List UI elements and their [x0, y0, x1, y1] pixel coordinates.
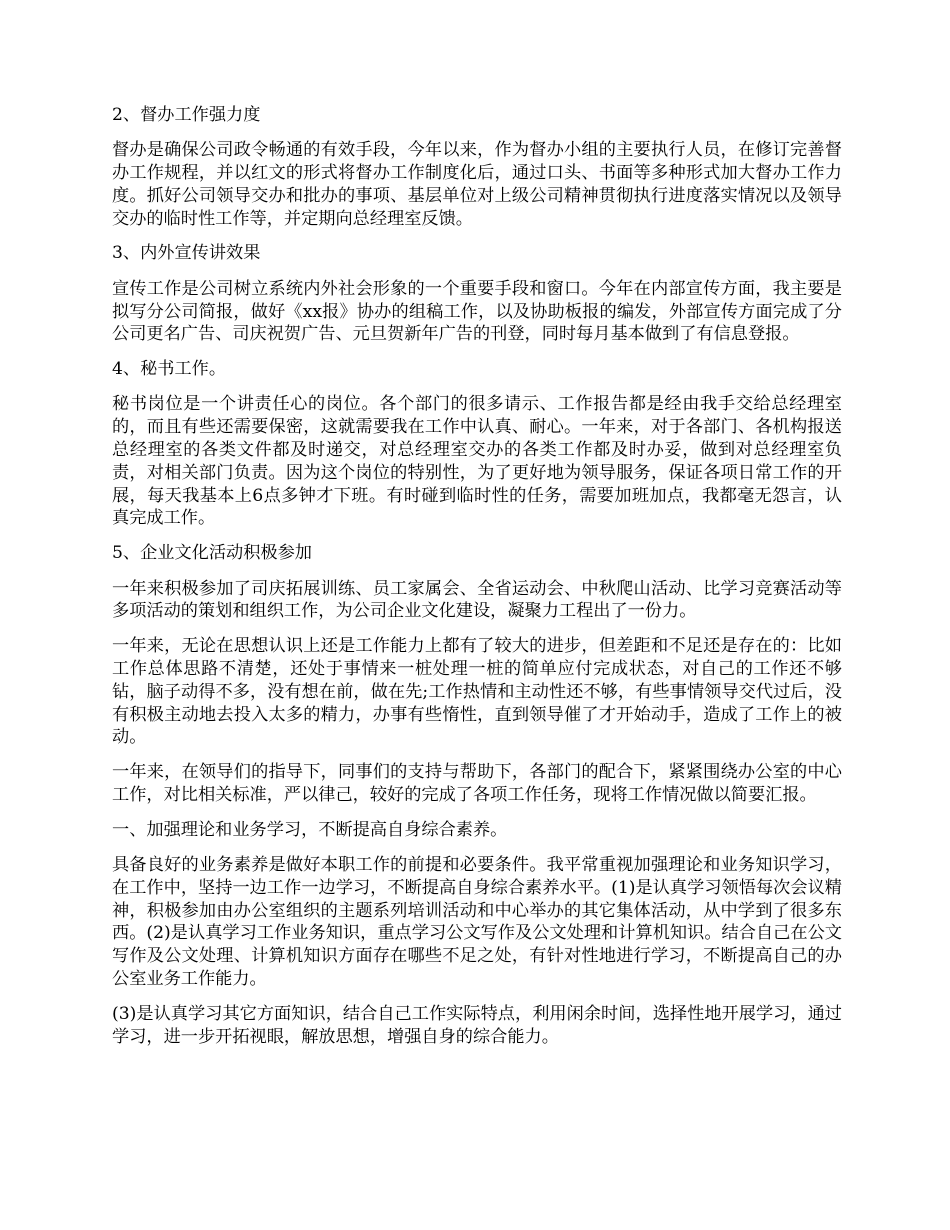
paragraph: 一年来积极参加了司庆拓展训练、员工家属会、全省运动会、中秋爬山活动、比学习竞赛活动等多项活动的策划和组织工作，为公司企业文化建设，凝聚力工程出了一份力。 — [112, 578, 842, 622]
paragraph: 宣传工作是公司树立系统内外社会形象的一个重要手段和窗口。今年在内部宣传方面，我主要是拟写分公司简报，做好《xx报》协办的组稿工作，以及协助板报的编发，外部宣传方面完成了分公司更名广告、司庆祝贺广告、元旦贺新年广告的刊登，同时每月基本做到了有信息登报。 — [112, 278, 842, 345]
section-heading: 5、企业文化活动积极参加 — [112, 543, 312, 564]
section-heading: 2、督办工作强力度 — [112, 105, 261, 125]
paragraph: 督办是确保公司政令畅通的有效手段，今年以来，作为督办小组的主要执行人员，在修订完善督办工作规程，并以红文的形式将督办工作制度化后，通过口头、书面等多种形式加大督办工作力度。抓好公司领导交办和批办的事项、基层单位对上级公司精神贯彻执行进度落实情况以及领导交办的临时性工作等，并定期向总经理室反馈。 — [112, 140, 842, 229]
section-heading: 一、加强理论和业务学习，不断提高自身综合素养。 — [112, 819, 508, 840]
document-page — [112, 104, 842, 1060]
paragraph: 秘书岗位是一个讲责任心的岗位。各个部门的很多请示、工作报告都是经由我手交给总经理室的，而且有些还需要保密，这就需要我在工作中认真、耐心。一年来，对于各部门、各机构报送总经理室的各类文件都及时递交，对总经理室交办的各类工作都及时办妥，做到对总经理室负责，对相关部门负责。因为这个岗位的特别性，为了更好地为领导服务，保证各项日常工作的开展，每天我基本上6点多钟才下班。有时碰到临时性的任务，需要加班加点，我都毫无怨言，认真完成工作。 — [112, 394, 842, 529]
paragraph: (3)是认真学习其它方面知识，结合自己工作实际特点，利用闲余时间，选择性地开展学习，通过学习，进一步开拓视眼，解放思想，增强自身的综合能力。 — [112, 1003, 842, 1047]
section-heading: 4、秘书工作。 — [112, 359, 227, 380]
paragraph: 具备良好的业务素养是做好本职工作的前提和必要条件。我平常重视加强理论和业务知识学习，在工作中，坚持一边工作一边学习，不断提高自身综合素养水平。(1)是认真学习领悟每次会议精神，积极参加由办公室组织的主题系列培训活动和中心举办的其它集体活动，从中学到了很多东西。(2)是认真学习工作业务知识，重点学习公文写作及公文处理和计算机知识。结合自己在公文写作及公文处理、计算机知识方面存在哪些不足之处，有针对性地进行学习，不断提高自己的办公室业务工作能力。 — [112, 855, 842, 989]
section-heading: 3、内外宣传讲效果 — [112, 243, 261, 264]
paragraph: 一年来，在领导们的指导下，同事们的支持与帮助下，各部门的配合下，紧紧围绕办公室的中心工作，对比相关标准，严以律己，较好的完成了各项工作任务，现将工作情况做以简要汇报。 — [112, 762, 842, 805]
paragraph: 一年来，无论在思想认识上还是工作能力上都有了较大的进步，但差距和不足还是存在的：比如工作总体思路不清楚，还处于事情来一桩处理一桩的简单应付完成状态，对自己的工作还不够钻，脑子动得不多，没有想在前，做在先;工作热情和主动性还不够，有些事情领导交代过后，没有积极主动地去投入太多的精力，办事有些惰性，直到领导催了才开始动手，造成了工作上的被动。 — [112, 636, 842, 748]
